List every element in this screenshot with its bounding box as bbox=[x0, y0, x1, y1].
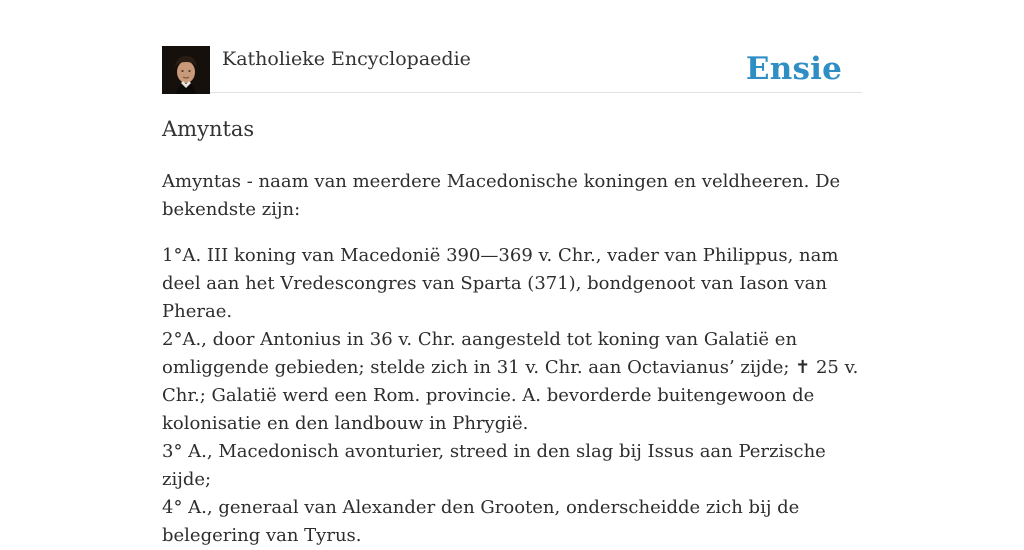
source-name[interactable]: Katholieke Encyclopaedie bbox=[222, 48, 471, 70]
list-item: 4° A., generaal van Alexander den Grooten, onderscheidde zich bij de belegering van Tyrus. bbox=[162, 497, 800, 546]
article-items bbox=[162, 242, 862, 550]
brand-logo[interactable]: Ensie bbox=[745, 51, 842, 87]
list-item: 2°A., door Antonius in 36 v. Chr. aangesteld tot koning van Galatië en omliggende gebieden; stelde zich in 31 v. Chr. aan Octavianus’ zijde; ✝ 25 v. Chr.; Galatië werd een Rom. provincie. A. bevorderde buitengewoon de kolonisatie en den landbouw in Phrygië. bbox=[162, 329, 859, 434]
list-item: 1°A. III koning van Macedonië 390—369 v. Chr., vader van Philippus, nam deel aan het Vredescongres van Sparta (371), bondgenoot van Iason van Pherae. bbox=[162, 245, 839, 322]
portrait-avatar-icon[interactable] bbox=[162, 46, 210, 94]
article-body bbox=[162, 168, 862, 550]
page-header bbox=[162, 46, 862, 93]
page-title: Amyntas bbox=[162, 117, 255, 141]
list-item: 3° A., Macedonisch avonturier, streed in den slag bij Issus aan Perzische zijde; bbox=[162, 441, 826, 490]
article-intro: Amyntas - naam van meerdere Macedonische koningen en veldheeren. De bekendste zijn: bbox=[162, 171, 841, 220]
